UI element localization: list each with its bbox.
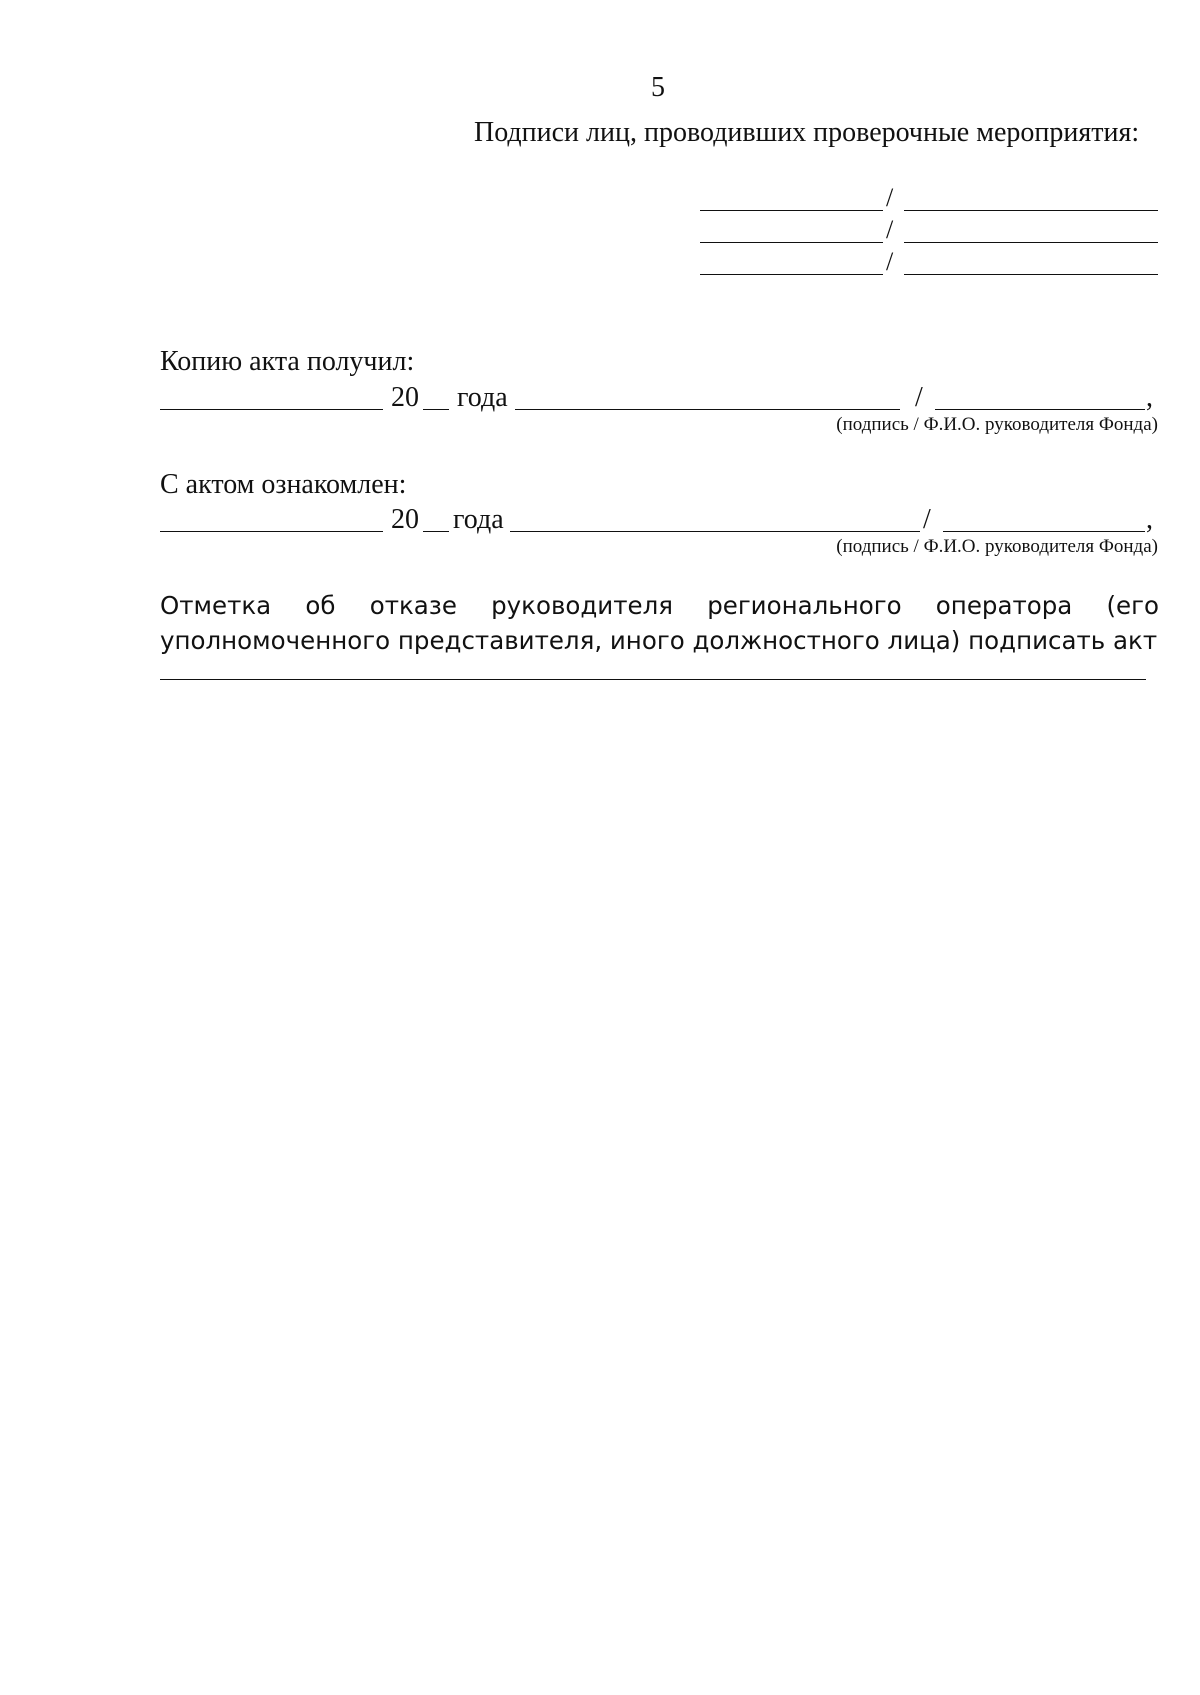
- signature-row: [700, 249, 1160, 279]
- refusal-note: Отметка об отказе руководителя регионального оператора (его уполномоченного представителя, иного должностного лица) подписать акт: [160, 591, 1159, 655]
- year-line: [423, 409, 449, 410]
- separator: /: [886, 183, 894, 212]
- signature-line: [515, 409, 900, 410]
- signature-line: [700, 274, 883, 275]
- separator: /: [915, 382, 923, 413]
- acknowledged-title: С актом ознакомлен:: [160, 469, 407, 500]
- acknowledged-caption: (подпись / Ф.И.О. руководителя Фонда): [836, 536, 1158, 557]
- year-prefix: 20: [391, 504, 419, 535]
- day-month-line: [160, 409, 383, 410]
- comma: ,: [1146, 504, 1153, 535]
- page-number: 5: [651, 72, 665, 103]
- signature-row: [700, 185, 1160, 215]
- year-prefix: 20: [391, 382, 419, 413]
- copy-received-caption: (подпись / Ф.И.О. руководителя Фонда): [836, 414, 1158, 435]
- signature-line: [700, 210, 883, 211]
- separator: /: [923, 504, 931, 535]
- name-line: [904, 274, 1158, 275]
- year-line: [423, 531, 449, 532]
- signatures-heading: Подписи лиц, проводивших проверочные мероприятия:: [474, 117, 1140, 148]
- day-month-line: [160, 531, 383, 532]
- signature-line: [510, 531, 920, 532]
- name-line: [904, 242, 1158, 243]
- name-line: [904, 210, 1158, 211]
- comma: ,: [1146, 382, 1153, 413]
- signature-row: [700, 217, 1160, 247]
- separator: /: [886, 247, 894, 276]
- year-suffix: года: [457, 382, 508, 413]
- acknowledged-date-row: [160, 502, 1160, 536]
- separator: /: [886, 215, 894, 244]
- signature-line: [700, 242, 883, 243]
- name-line: [943, 531, 1145, 532]
- year-suffix: года: [453, 504, 504, 535]
- copy-received-date-row: [160, 380, 1160, 414]
- copy-received-title: Копию акта получил:: [160, 346, 415, 377]
- refusal-line: [160, 679, 1146, 680]
- name-line: [935, 409, 1145, 410]
